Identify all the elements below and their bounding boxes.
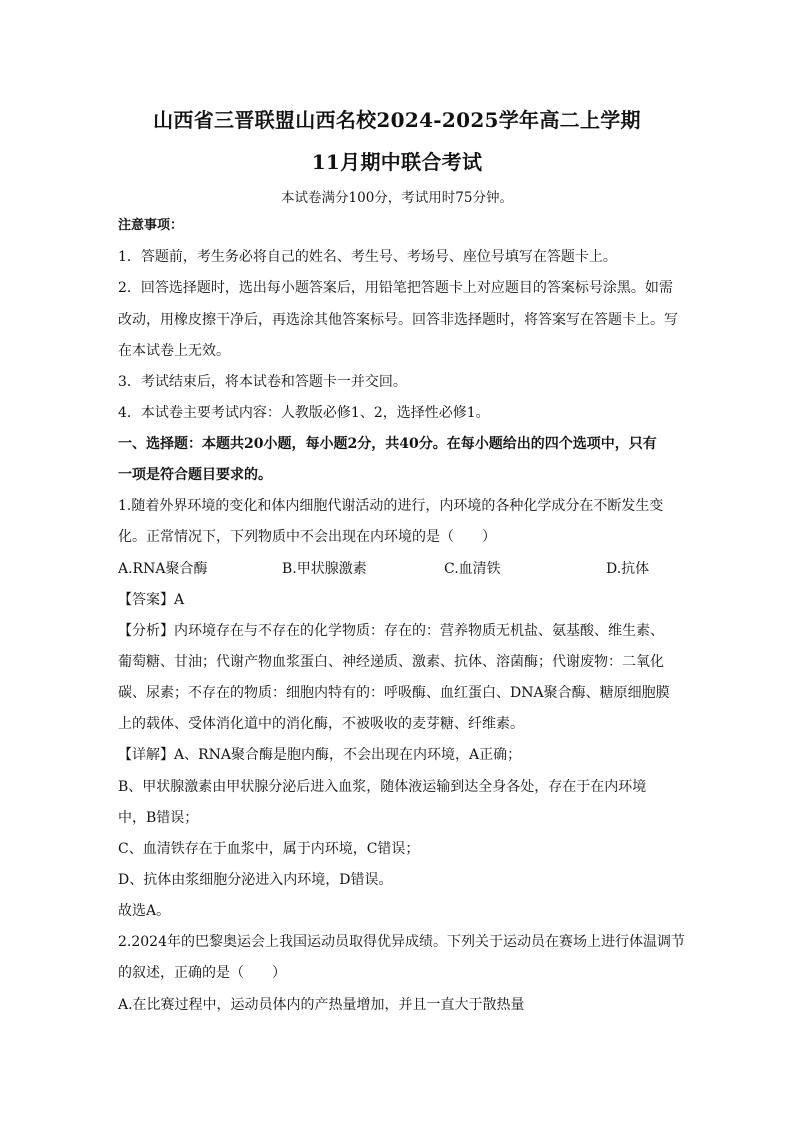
notice-item-3: 3．考试结束后，将本试卷和答题卡一并交回。 bbox=[118, 374, 407, 390]
question-1-analysis-line2: 葡萄糖、甘油；代谢产物血浆蛋白、神经递质、激素、抗体、溶菌酶；代谢废物：二氧化 bbox=[118, 654, 664, 670]
question-2-stem-line1: 2.2024年的巴黎奥运会上我国运动员取得优异成绩。下列关于运动员在赛场上进行体温调节 bbox=[118, 934, 685, 950]
question-1-analysis-line4: 上的载体、受体消化道中的消化酶，不被吸收的麦芽糖、纤维素。 bbox=[118, 716, 524, 732]
question-1-stem-line2: 化。正常情况下，下列物质中不会出现在内环境的是（ ） bbox=[118, 529, 496, 545]
question-1-detail-line3: 中，B错误； bbox=[118, 810, 199, 826]
exam-subtitle: 本试卷满分100分，考试用时75分钟。 bbox=[281, 190, 513, 206]
notice-item-2-line1: 2．回答选择题时，选出每小题答案后，用铅笔把答题卡上对应题目的答案标号涂黑。如需 bbox=[118, 280, 673, 296]
question-1-option-c: C.血清铁 bbox=[444, 561, 501, 577]
question-1-analysis-line1: 【分析】内环境存在与不存在的化学物质：存在的：营养物质无机盐、氨基酸、维生素、 bbox=[118, 623, 664, 639]
question-1-analysis-line3: 碳、尿素；不存在的物质：细胞内特有的：呼吸酶、血红蛋白、DNA聚合酶、糖原细胞膜 bbox=[118, 685, 670, 701]
section-heading-line2: 一项是符合题目要求的。 bbox=[118, 467, 272, 483]
notice-item-1: 1．答题前，考生务必将自己的姓名、考生号、考场号、座位号填写在答题卡上。 bbox=[118, 249, 617, 265]
question-1-conclusion: 故选A。 bbox=[118, 903, 171, 919]
question-1-stem-line1: 1.随着外界环境的变化和体内细胞代谢活动的进行，内环境的各种化学成分在不断发生变 bbox=[118, 498, 664, 514]
section-heading-line1: 一、选择题：本题共20小题，每小题2分，共40分。在每小题给出的四个选项中，只有 bbox=[118, 436, 657, 452]
question-1-detail-line4: C、血清铁存在于血浆中，属于内环境，C错误； bbox=[118, 841, 420, 857]
question-2-stem-line2: 的叙述，正确的是（ ） bbox=[118, 965, 286, 981]
question-1-option-b: B.甲状腺激素 bbox=[282, 561, 367, 577]
question-1-answer: 【答案】A bbox=[118, 592, 185, 608]
question-2-option-a: A.在比赛过程中，运动员体内的产热量增加，并且一直大于散热量 bbox=[118, 997, 525, 1013]
notice-item-2-line3: 在本试卷上无效。 bbox=[118, 343, 230, 359]
exam-title-line2: 11月期中联合考试 bbox=[311, 150, 483, 174]
notice-item-4: 4．本试卷主要考试内容：人教版必修1、2，选择性必修1。 bbox=[118, 405, 490, 421]
question-1-detail-line1: 【详解】A、RNA聚合酶是胞内酶，不会出现在内环境，A正确； bbox=[118, 747, 522, 763]
notice-heading: 注意事项： bbox=[118, 218, 184, 233]
question-1-option-a: A.RNA聚合酶 bbox=[118, 561, 208, 577]
notice-item-2-line2: 改动，用橡皮擦干净后，再选涂其他答案标号。回答非选择题时，将答案写在答题卡上。写 bbox=[118, 312, 678, 328]
question-1-detail-line5: D、抗体由浆细胞分泌进入内环境，D错误。 bbox=[118, 872, 393, 888]
exam-title-line1: 山西省三晋联盟山西名校2024-2025学年高二上学期 bbox=[153, 108, 641, 132]
question-1-option-d: D.抗体 bbox=[606, 561, 650, 577]
question-1-detail-line2: B、甲状腺激素由甲状腺分泌后进入血浆，随体液运输到达全身各处，存在于在内环境 bbox=[118, 779, 647, 795]
